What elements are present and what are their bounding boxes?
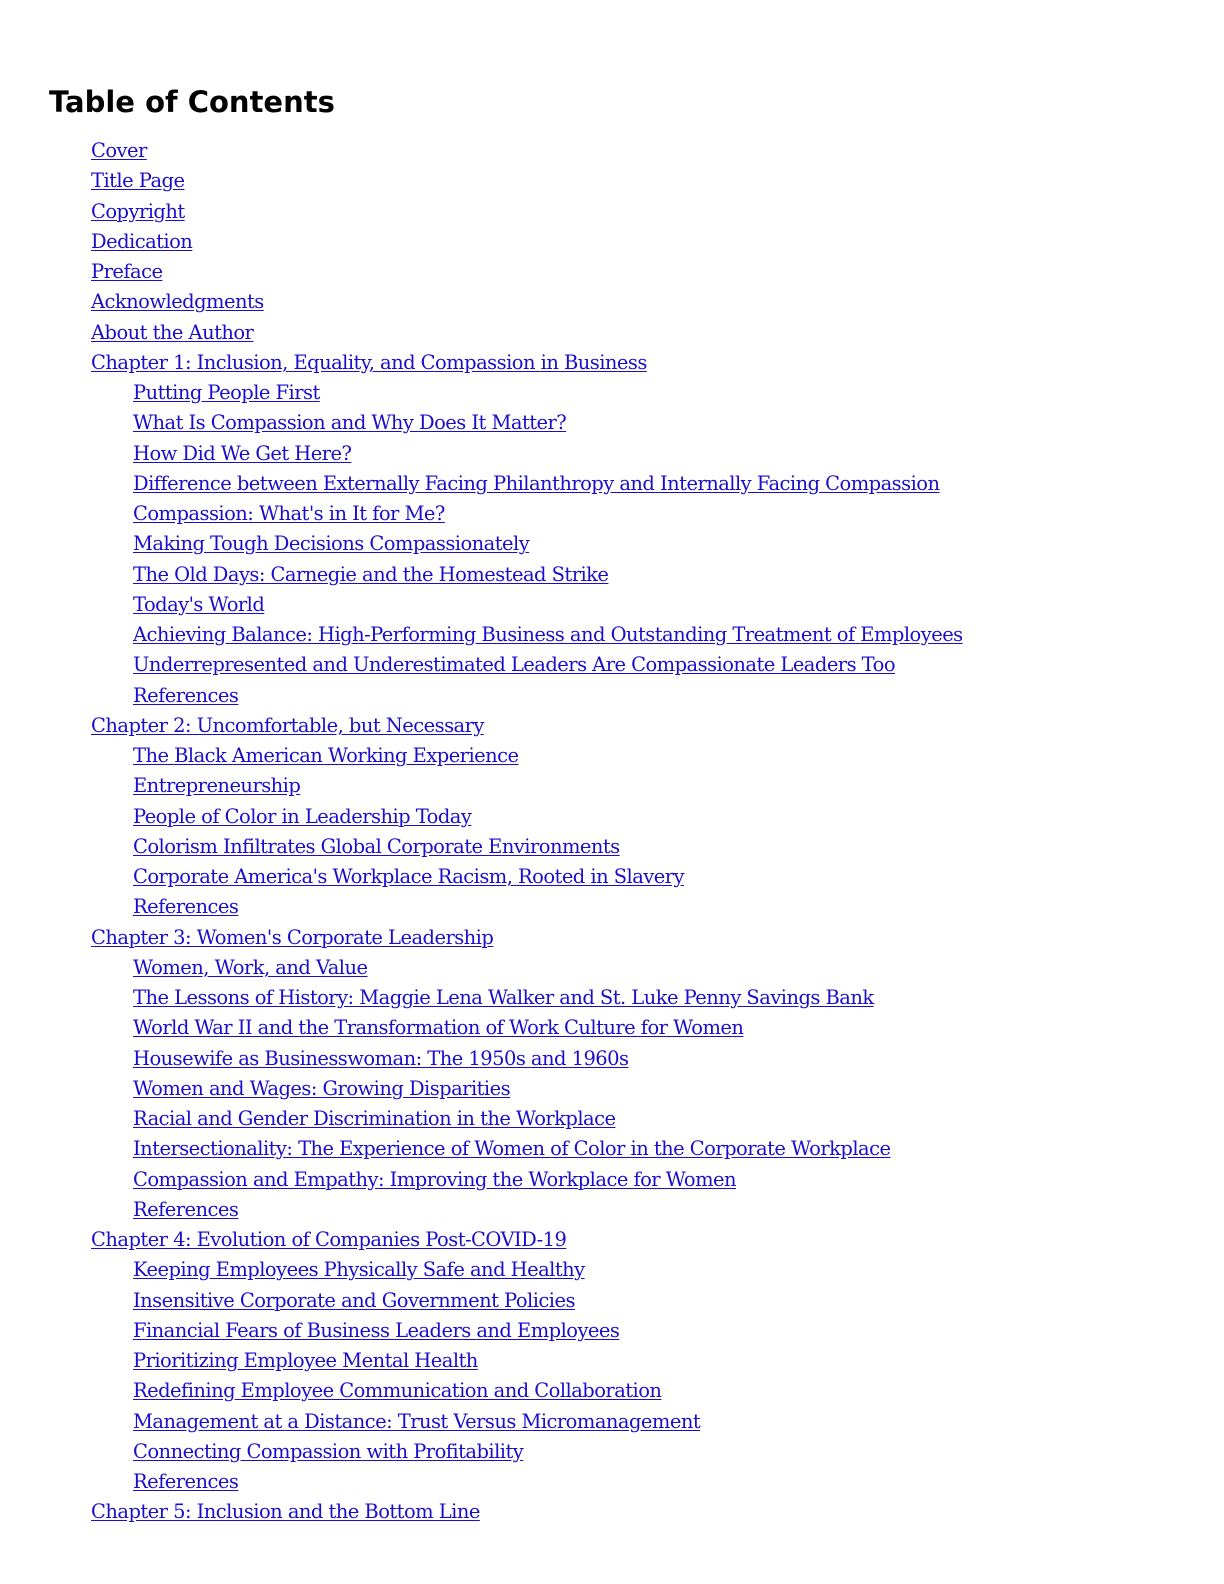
toc-subentry: [0, 953, 963, 983]
toc-subentry: [0, 1074, 963, 1104]
toc-link[interactable]: Chapter 2: Uncomfortable, but Necessary: [91, 713, 484, 737]
toc-link[interactable]: The Old Days: Carnegie and the Homestead Strike: [133, 562, 609, 586]
toc-link[interactable]: Women and Wages: Growing Disparities: [133, 1076, 511, 1100]
toc-link[interactable]: Chapter 5: Inclusion and the Bottom Line: [91, 1500, 480, 1524]
toc-link[interactable]: References: [133, 895, 239, 919]
toc-entry: [0, 1225, 963, 1255]
toc-link[interactable]: Chapter 4: Evolution of Companies Post-COVID-19: [91, 1228, 567, 1251]
toc-entry: [0, 711, 963, 741]
toc-link[interactable]: Making Tough Decisions Compassionately: [133, 532, 530, 556]
toc-link[interactable]: Chapter 3: Women's Corporate Leadership: [91, 925, 494, 949]
toc-subentry: [0, 439, 963, 469]
toc-subentry: [0, 681, 963, 711]
toc-link[interactable]: References: [133, 683, 239, 707]
toc-entry: [0, 227, 963, 257]
toc-subentry: [0, 832, 963, 862]
toc-link[interactable]: Racial and Gender Discrimination in the Workplace: [133, 1107, 616, 1130]
toc-subentry: [0, 1013, 963, 1043]
toc-link[interactable]: Housewife as Businesswoman: The 1950s and 1960s: [133, 1046, 629, 1070]
page-title: Table of Contents: [49, 85, 335, 119]
toc-subentry: [0, 1437, 963, 1467]
toc-link[interactable]: Today's World: [133, 592, 265, 616]
toc-link[interactable]: About the Author: [91, 320, 254, 344]
toc-link[interactable]: Redefining Employee Communication and Collaboration: [133, 1379, 662, 1403]
toc-subentry: [0, 1407, 963, 1437]
toc-link[interactable]: Financial Fears of Business Leaders and Employees: [133, 1318, 620, 1342]
toc-link[interactable]: Entrepreneurship: [133, 774, 301, 798]
toc-subentry: [0, 1195, 963, 1225]
toc-subentry: [0, 408, 963, 438]
toc-entry: [0, 1497, 963, 1527]
toc-link[interactable]: Cover: [91, 139, 147, 162]
toc-subentry: [0, 378, 963, 408]
toc-link[interactable]: Preface: [91, 260, 163, 283]
toc-subentry: [0, 862, 963, 892]
toc-link[interactable]: Insensitive Corporate and Government Policies: [133, 1288, 575, 1312]
toc-link[interactable]: Compassion and Empathy: Improving the Workplace for Women: [133, 1167, 737, 1191]
toc-link[interactable]: What Is Compassion and Why Does It Matter?: [133, 411, 567, 435]
toc-link[interactable]: The Lessons of History: Maggie Lena Walker and St. Luke Penny Savings Bank: [133, 986, 874, 1009]
toc-entry: [0, 318, 963, 348]
toc-subentry: [0, 983, 963, 1013]
toc-subentry: [0, 469, 963, 499]
toc-subentry: [0, 1165, 963, 1195]
toc-link[interactable]: Chapter 1: Inclusion, Equality, and Compassion in Business: [91, 350, 647, 374]
toc-link[interactable]: People of Color in Leadership Today: [133, 804, 472, 828]
toc-link[interactable]: Colorism Infiltrates Global Corporate Environments: [133, 834, 620, 858]
toc-entry: [0, 197, 963, 227]
toc-entry: [0, 287, 963, 317]
toc-link[interactable]: Copyright: [91, 199, 185, 223]
toc-link[interactable]: Title Page: [91, 169, 185, 193]
toc-subentry: [0, 771, 963, 801]
toc-link[interactable]: Corporate America's Workplace Racism, Rooted in Slavery: [133, 865, 684, 888]
toc-entry: [0, 923, 963, 953]
toc-subentry: [0, 590, 963, 620]
toc-link[interactable]: Compassion: What's in It for Me?: [133, 502, 445, 525]
toc-subentry: [0, 802, 963, 832]
toc-subentry: [0, 1376, 963, 1406]
toc-link[interactable]: Dedication: [91, 229, 193, 253]
toc-subentry: [0, 529, 963, 559]
toc-subentry: [0, 1286, 963, 1316]
toc-subentry: [0, 620, 963, 650]
toc-entry: [0, 166, 963, 196]
toc-list: [0, 136, 963, 1528]
toc-subentry: [0, 1044, 963, 1074]
toc-subentry: [0, 1467, 963, 1497]
toc-subentry: [0, 1134, 963, 1164]
toc-link[interactable]: Acknowledgments: [91, 290, 264, 314]
toc-link[interactable]: Keeping Employees Physically Safe and Healthy: [133, 1258, 585, 1282]
toc-link[interactable]: How Did We Get Here?: [133, 441, 352, 465]
toc-subentry: [0, 741, 963, 771]
toc-link[interactable]: Achieving Balance: High-Performing Business and Outstanding Treatment of Employees: [133, 623, 963, 646]
toc-link[interactable]: Difference between Externally Facing Philanthropy and Internally Facing Compassion: [133, 471, 940, 495]
toc-subentry: [0, 560, 963, 590]
toc-subentry: [0, 1255, 963, 1285]
toc-entry: [0, 257, 963, 287]
toc-subentry: [0, 650, 963, 680]
toc-subentry: [0, 1104, 963, 1134]
toc-link[interactable]: Management at a Distance: Trust Versus Micromanagement: [133, 1409, 701, 1433]
toc-entry: [0, 348, 963, 378]
toc-link[interactable]: Underrepresented and Underestimated Leaders Are Compassionate Leaders Too: [133, 653, 896, 677]
toc-link[interactable]: References: [133, 1470, 239, 1493]
toc-subentry: [0, 892, 963, 922]
toc-subentry: [0, 1316, 963, 1346]
toc-link[interactable]: World War II and the Transformation of Work Culture for Women: [133, 1016, 744, 1040]
toc-entry: [0, 136, 963, 166]
toc-link[interactable]: Connecting Compassion with Profitability: [133, 1439, 524, 1463]
toc-subentry: [0, 499, 963, 529]
toc-link[interactable]: Prioritizing Employee Mental Health: [133, 1349, 478, 1372]
toc-link[interactable]: The Black American Working Experience: [133, 744, 519, 767]
toc-link[interactable]: Putting People First: [133, 381, 320, 404]
toc-subentry: [0, 1346, 963, 1376]
toc-link[interactable]: References: [133, 1197, 239, 1221]
toc-link[interactable]: Intersectionality: The Experience of Women of Color in the Corporate Workplace: [133, 1137, 891, 1161]
toc-link[interactable]: Women, Work, and Value: [133, 955, 368, 979]
